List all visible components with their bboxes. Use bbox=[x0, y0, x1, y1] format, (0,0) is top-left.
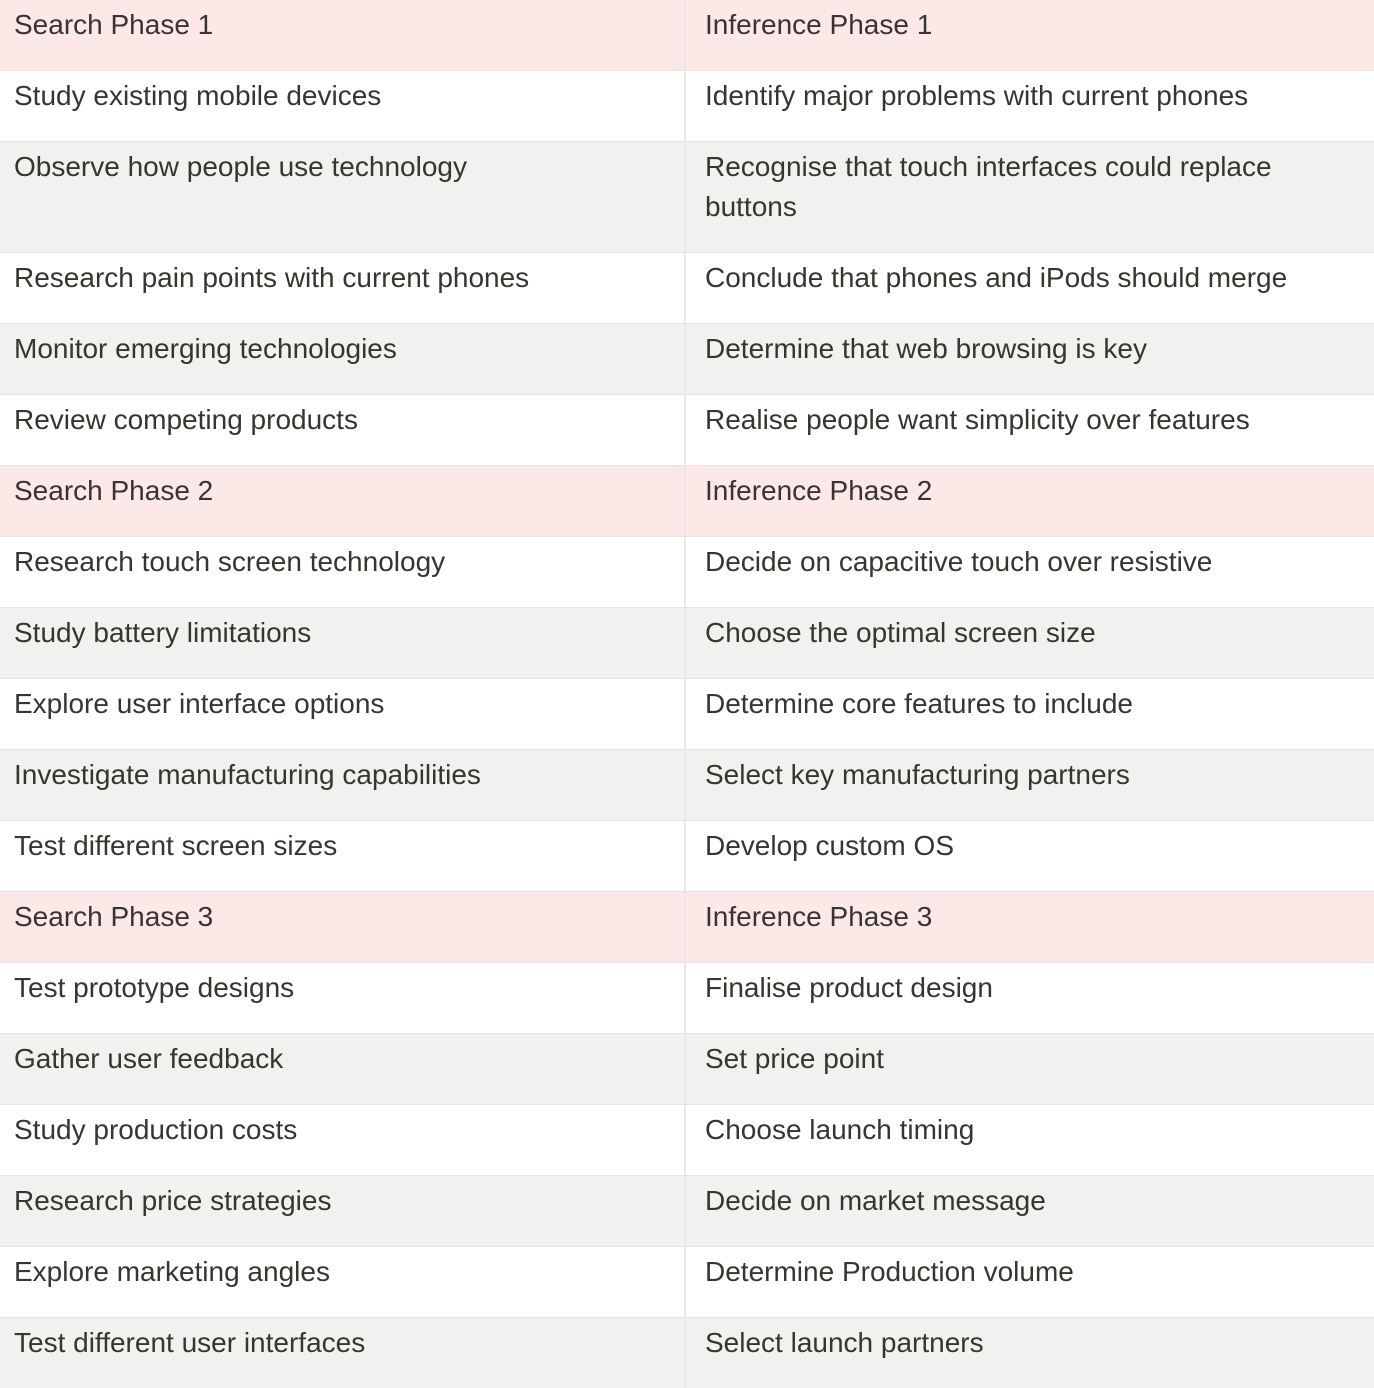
search-cell[interactable]: Monitor emerging technologies bbox=[0, 324, 685, 395]
inference-cell[interactable]: Identify major problems with current phones bbox=[685, 71, 1374, 142]
inference-cell[interactable]: Select key manufacturing partners bbox=[685, 750, 1374, 821]
inference-phase-cell[interactable]: Inference Phase 1 bbox=[685, 0, 1374, 71]
table-row bbox=[0, 1318, 1374, 1388]
search-cell[interactable]: Explore marketing angles bbox=[0, 1247, 685, 1318]
inference-cell[interactable]: Conclude that phones and iPods should merge bbox=[685, 253, 1374, 324]
search-phase-cell[interactable]: Search Phase 2 bbox=[0, 466, 685, 537]
search-cell[interactable]: Study existing mobile devices bbox=[0, 71, 685, 142]
inference-cell[interactable]: Decide on capacitive touch over resistive bbox=[685, 537, 1374, 608]
table-row bbox=[0, 142, 1374, 253]
search-cell[interactable]: Explore user interface options bbox=[0, 679, 685, 750]
inference-cell[interactable]: Determine that web browsing is key bbox=[685, 324, 1374, 395]
table-row bbox=[0, 253, 1374, 324]
search-cell[interactable]: Research pain points with current phones bbox=[0, 253, 685, 324]
inference-cell[interactable]: Choose the optimal screen size bbox=[685, 608, 1374, 679]
inference-cell[interactable]: Choose launch timing bbox=[685, 1105, 1374, 1176]
search-cell[interactable]: Research touch screen technology bbox=[0, 537, 685, 608]
phase-header-row bbox=[0, 466, 1374, 537]
table-row bbox=[0, 324, 1374, 395]
table-row bbox=[0, 1247, 1374, 1318]
search-cell[interactable]: Research price strategies bbox=[0, 1176, 685, 1247]
table-row bbox=[0, 608, 1374, 679]
phase-header-row bbox=[0, 0, 1374, 71]
table-row bbox=[0, 1034, 1374, 1105]
table-row bbox=[0, 71, 1374, 142]
table-row bbox=[0, 395, 1374, 466]
search-phase-cell[interactable]: Search Phase 1 bbox=[0, 0, 685, 71]
inference-cell[interactable]: Recognise that touch interfaces could replace buttons bbox=[685, 142, 1374, 253]
inference-cell[interactable]: Determine core features to include bbox=[685, 679, 1374, 750]
inference-phase-cell[interactable]: Inference Phase 2 bbox=[685, 466, 1374, 537]
inference-cell[interactable]: Decide on market message bbox=[685, 1176, 1374, 1247]
inference-cell[interactable]: Develop custom OS bbox=[685, 821, 1374, 892]
inference-cell[interactable]: Determine Production volume bbox=[685, 1247, 1374, 1318]
table-row bbox=[0, 821, 1374, 892]
search-cell[interactable]: Study battery limitations bbox=[0, 608, 685, 679]
table-row bbox=[0, 1176, 1374, 1247]
search-cell[interactable]: Observe how people use technology bbox=[0, 142, 685, 253]
table-row bbox=[0, 1105, 1374, 1176]
search-cell[interactable]: Investigate manufacturing capabilities bbox=[0, 750, 685, 821]
inference-cell[interactable]: Realise people want simplicity over features bbox=[685, 395, 1374, 466]
search-phase-cell[interactable]: Search Phase 3 bbox=[0, 892, 685, 963]
search-cell[interactable]: Review competing products bbox=[0, 395, 685, 466]
search-cell[interactable]: Test different user interfaces bbox=[0, 1318, 685, 1388]
inference-phase-cell[interactable]: Inference Phase 3 bbox=[685, 892, 1374, 963]
table-row bbox=[0, 679, 1374, 750]
inference-cell[interactable]: Select launch partners bbox=[685, 1318, 1374, 1388]
search-cell[interactable]: Study production costs bbox=[0, 1105, 685, 1176]
table-row bbox=[0, 963, 1374, 1034]
search-cell[interactable]: Test different screen sizes bbox=[0, 821, 685, 892]
search-cell[interactable]: Gather user feedback bbox=[0, 1034, 685, 1105]
phase-header-row bbox=[0, 892, 1374, 963]
inference-cell[interactable]: Finalise product design bbox=[685, 963, 1374, 1034]
table-row bbox=[0, 537, 1374, 608]
search-cell[interactable]: Test prototype designs bbox=[0, 963, 685, 1034]
inference-cell[interactable]: Set price point bbox=[685, 1034, 1374, 1105]
table-row bbox=[0, 750, 1374, 821]
